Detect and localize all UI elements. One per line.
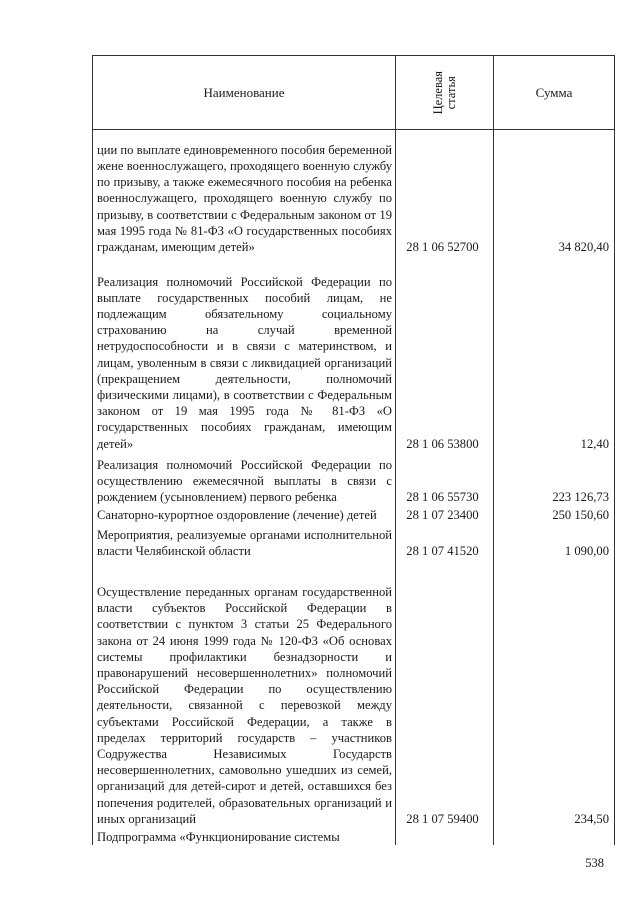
row-code: 28 1 06 52700 bbox=[396, 130, 494, 256]
row-sum: 223 126,73 bbox=[494, 452, 615, 506]
row-name: Подпрограмма «Функционирование системы bbox=[93, 827, 396, 845]
row-name: ции по выплате единовременного пособия беременной жене военнослужащего, проходящего военную службу по призыву, а также ежемесячного пособия на ребенка военнослужащего, проходящего военную службу по призыву, в соответствии с Федеральным законом от 19 мая 1995 года № 81-ФЗ «О государственных пособиях гражданам, имеющим детей» bbox=[93, 130, 396, 256]
table-row bbox=[93, 523, 615, 559]
row-sum: 34 820,40 bbox=[494, 130, 615, 256]
row-code bbox=[396, 827, 494, 845]
table-row bbox=[93, 505, 615, 523]
table-row bbox=[93, 255, 615, 452]
table-row bbox=[93, 559, 615, 827]
row-code: 28 1 07 59400 bbox=[396, 559, 494, 827]
column-header-name: Наименование bbox=[93, 56, 396, 130]
row-code: 28 1 07 41520 bbox=[396, 523, 494, 559]
row-sum: 12,40 bbox=[494, 255, 615, 452]
row-name: Мероприятия, реализуемые органами исполнительной власти Челябинской области bbox=[93, 523, 396, 559]
row-code: 28 1 06 53800 bbox=[396, 255, 494, 452]
column-header-code-text: Целевая статья bbox=[430, 70, 458, 115]
row-sum: 250 150,60 bbox=[494, 505, 615, 523]
row-name: Санаторно-курортное оздоровление (лечение) детей bbox=[93, 505, 396, 523]
row-name: Реализация полномочий Российской Федерации по осуществлению ежемесячной выплаты в связи с рождением (усыновлением) первого ребенка bbox=[93, 452, 396, 506]
row-name: Реализация полномочий Российской Федерации по выплате государственных пособий лицам, не подлежащим обязательному социальному страхованию на случай временной нетрудоспособности и в связи с материнством, и лицам, уволенным в связи с ликвидацией организаций (прекращением деятельности, полномочий физическими лицами), в соответствии с Федеральным законом от 19 мая 1995 года № 81-ФЗ «О государственных пособиях гражданам, имеющим детей» bbox=[93, 255, 396, 452]
page-number: 538 bbox=[585, 856, 604, 870]
row-sum: 234,50 bbox=[494, 559, 615, 827]
table-row bbox=[93, 452, 615, 506]
row-name: Осуществление переданных органам государственной власти субъектов Российской Федерации в соответствии с пунктом 3 статьи 25 Федерального закона от 24 июня 1999 года № 120-ФЗ «Об основах системы профилактики безнадзорности и правонарушений несовершеннолетних» полномочий Российской Федерации по осуществлению деятельности, связанной с перевозкой между субъектами Российской Федерации, а также в пределах территорий государств – участников Содружества Независимых Государств несовершеннолетних, самовольно ушедших из семей, организаций для детей-сирот и детей, оставшихся без попечения родителей, образовательных организаций и иных организаций bbox=[93, 559, 396, 827]
table-row bbox=[93, 130, 615, 256]
row-sum bbox=[494, 827, 615, 845]
table-header-row bbox=[93, 56, 615, 130]
row-code: 28 1 07 23400 bbox=[396, 505, 494, 523]
column-header-code bbox=[396, 56, 494, 130]
table-row bbox=[93, 827, 615, 845]
row-sum: 1 090,00 bbox=[494, 523, 615, 559]
column-header-sum: Сумма bbox=[494, 56, 615, 130]
budget-table bbox=[92, 55, 615, 845]
row-code: 28 1 06 55730 bbox=[396, 452, 494, 506]
